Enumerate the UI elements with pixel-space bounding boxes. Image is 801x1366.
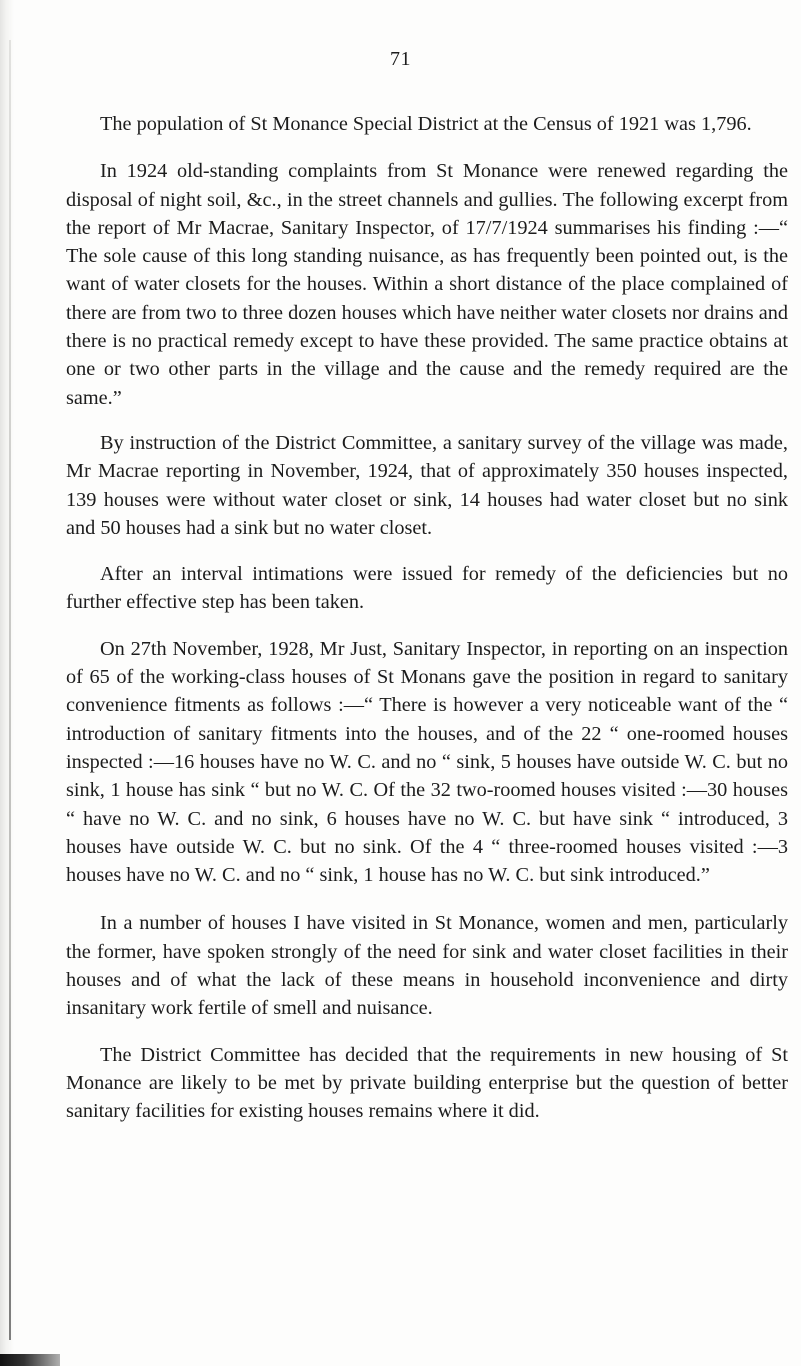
body-text	[66, 110, 788, 1126]
scan-corner-mark	[0, 1354, 60, 1366]
paragraph-intimations: After an interval intimations were issued for remedy of the deficiencies but no further effective step has been taken.	[66, 563, 788, 614]
page-number: 71	[390, 48, 411, 70]
paragraph-residents-views: In a number of houses I have visited in St Monance, women and men, particularly the former, have spoken strongly of the need for sink and water closet facilities in their houses and of what the lack of these means in household inconvenience and dirty insanitary work fertile of smell and nuisance.	[66, 912, 788, 1020]
binding-edge-shadow	[0, 0, 22, 1366]
paragraph-inspection-1928: On 27th November, 1928, Mr Just, Sanitary Inspector, in reporting on an inspection of 65 of the working-class houses of St Monans gave the position in regard to sanitary convenience fitments as follows :—“ There is however a very noticeable want of the “ introduction of sanitary fitments into the houses, and of the 22 “ one-roomed houses inspected :—16 houses have no W. C. and no “ sink, 5 houses have outside W. C. but no sink, 1 house has sink “ but no W. C. Of the 32 two-roomed houses visited :—30 houses “ have no W. C. and no sink, 6 houses have no W. C. but have sink “ introduced, 3 houses have outside W. C. but no sink. Of the 4 “ three-roomed houses visited :—3 houses have no W. C. and no “ sink, 1 house has no W. C. but sink introduced.”	[66, 637, 788, 887]
paragraph-sanitary-survey: By instruction of the District Committee, a sanitary survey of the village was made, Mr Macrae reporting in November, 1924, that of approximately 350 houses inspected, 139 houses were without water closet or sink, 14 houses had water closet but no sink and 50 houses had a sink but no water closet.	[66, 431, 788, 539]
binding-line	[9, 40, 11, 1340]
paragraph-complaints-1924: In 1924 old-standing complaints from St Monance were renewed regarding the disposal of night soil, &c., in the street channels and gullies. The following excerpt from the report of Mr Macrae, Sanitary Inspector, of 17/7/1924 summarises his finding :—“ The sole cause of this long standing nuisance, as has frequently been pointed out, is the want of water closets for the houses. Within a short distance of the place complained of there are from two to three dozen houses which have neither water closets nor drains and there is no practical remedy except to have these provided. The same practice obtains at one or two other parts in the village and the cause and the remedy required are the same.”	[66, 160, 788, 409]
paragraph-population-census: The population of St Monance Special District at the Census of 1921 was 1,796.	[100, 113, 752, 135]
paragraph-committee-decision: The District Committee has decided that the requirements in new housing of St Monance are likely to be met by private building enterprise but the question of better sanitary facilities for existing houses remains where it did.	[66, 1043, 788, 1123]
